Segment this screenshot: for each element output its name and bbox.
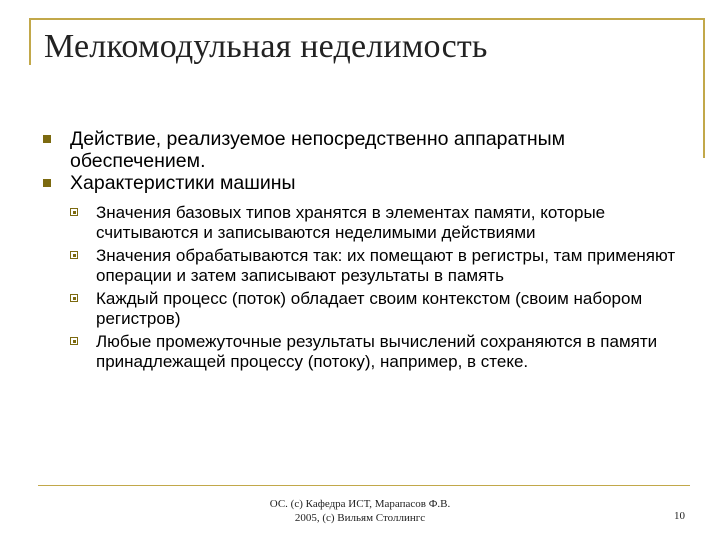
footer-line-1: ОС. (c) Кафедра ИСТ, Марапасов Ф.В. [269,498,451,510]
hollow-square-bullet-icon [70,294,78,302]
sub-bullet-item [0,203,720,243]
sub-bullet-text: Значения обрабатываются так: их помещают в регистры, там применяют операции и затем записывают результаты в память [96,246,676,285]
sub-bullet-text: Значения базовых типов хранятся в элементах памяти, которые считываются и записываются неделимыми действиями [96,203,606,242]
frame-top-line [29,18,705,20]
bullet-text: Характеристики машины [70,172,296,194]
sub-bullet-item [0,289,720,329]
page-number: 10 [674,510,685,522]
footer-credits [230,497,490,525]
slide-title: Мелкомодульная неделимость [44,28,488,65]
sub-bullet-item [0,332,720,372]
sub-bullet-text: Любые промежуточные результаты вычислений сохраняются в памяти принадлежащей процессу (потоку), например, в стеке. [96,332,658,371]
footer-line-2: 2005, (c) Вильям Столлингс [294,512,426,524]
square-bullet-icon [43,179,51,187]
bullet-text: Действие, реализуемое непосредственно аппаратным обеспечением. [70,128,566,172]
footer-divider [38,485,690,486]
sub-bullet-text: Каждый процесс (поток) обладает своим контекстом (своим набором регистров) [96,289,643,328]
sub-bullet-item [0,246,720,286]
square-bullet-icon [43,135,51,143]
hollow-square-bullet-icon [70,337,78,345]
slide-content [0,128,720,372]
hollow-square-bullet-icon [70,208,78,216]
bullet-item [0,128,720,172]
bullet-item [0,172,720,194]
frame-left-line [29,18,31,65]
hollow-square-bullet-icon [70,251,78,259]
